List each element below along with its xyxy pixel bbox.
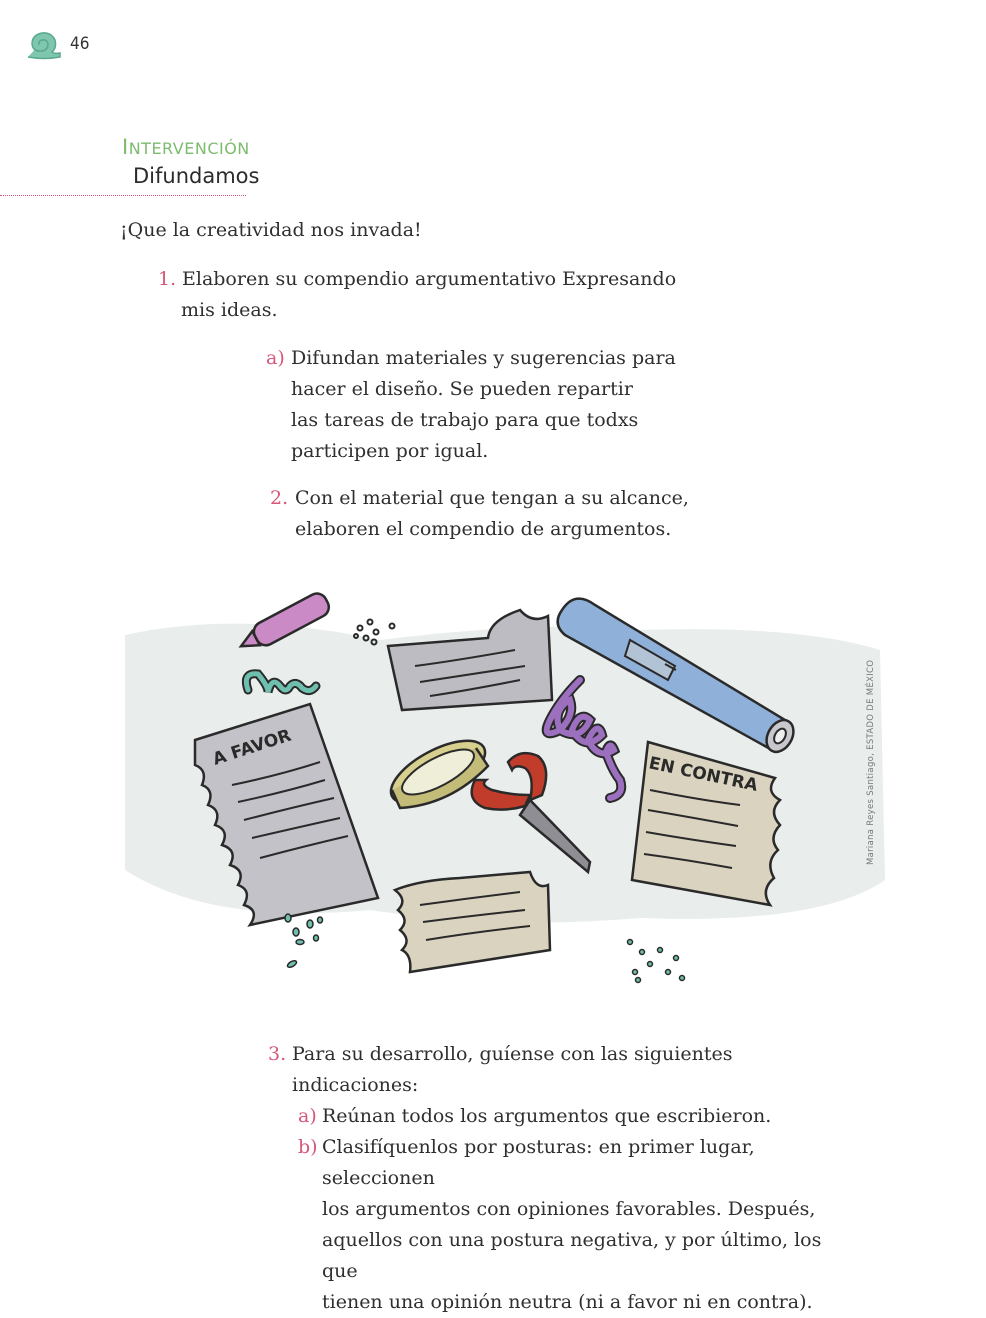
step-1-number: 1. (158, 268, 177, 290)
step-1a-letter: a) (266, 347, 285, 369)
step-2-line-2: elaboren el compendio de argumentos. (295, 518, 672, 540)
step-3b-line-3: aquellos con una postura negativa, y por último, los que (322, 1229, 822, 1282)
step-3a-letter: a) (298, 1105, 317, 1127)
step-2 (270, 483, 690, 545)
gray-paper-scrap (388, 610, 552, 710)
section-divider (0, 195, 246, 196)
confetti-dots-bottom-right (628, 940, 685, 983)
step-1a-line-4: participen por igual. (291, 440, 489, 462)
step-1a (266, 343, 686, 467)
page-number: 46 (70, 34, 90, 54)
step-1 (158, 264, 678, 326)
step-3b-letter: b) (298, 1136, 318, 1158)
step-1-line-2: mis ideas. (181, 299, 278, 321)
section-title (122, 135, 250, 159)
step-3b-line-4: tienen una opinión neutra (ni a favor ni en contra). (322, 1291, 813, 1313)
step-1a-line-3: las tareas de trabajo para que todxs (291, 409, 639, 431)
confetti-dots-bottom-left (285, 914, 323, 969)
step-3a-text: Reúnan todos los argumentos que escribieron. (322, 1105, 772, 1127)
a-favor-label: A FAVOR (210, 725, 294, 770)
step-1a-line-1: Difundan materiales y sugerencias para (291, 347, 676, 369)
craft-materials-illustration (120, 580, 890, 1000)
step-2-number: 2. (270, 487, 289, 509)
step-3 (268, 1039, 848, 1318)
section-title-text: INTERVENCIÓN (122, 135, 250, 159)
beige-paper-scrap (395, 872, 550, 972)
step-3-number: 3. (268, 1043, 287, 1065)
en-contra-label: EN CONTRA (646, 753, 760, 796)
illustration-credit: Mariana Reyes Santiago, ESTADO DE MÉXICO (866, 659, 876, 865)
step-3b-line-1: Clasifíquenlos por posturas: en primer lugar, seleccionen (322, 1136, 755, 1189)
step-2-line-1: Con el material que tengan a su alcance, (295, 487, 689, 509)
intro-text: ¡Que la creatividad nos invada! (120, 219, 422, 241)
step-1-line-1: Elaboren su compendio argumentativo Expresando (182, 268, 677, 290)
step-3-text: Para su desarrollo, guíense con las siguientes indicaciones: (292, 1043, 733, 1096)
snail-logo-icon (26, 30, 62, 60)
step-3b-line-2: los argumentos con opiniones favorables. Después, (322, 1198, 816, 1220)
section-subtitle: Difundamos (133, 164, 260, 188)
step-1a-line-2: hacer el diseño. Se pueden repartir (291, 378, 633, 400)
